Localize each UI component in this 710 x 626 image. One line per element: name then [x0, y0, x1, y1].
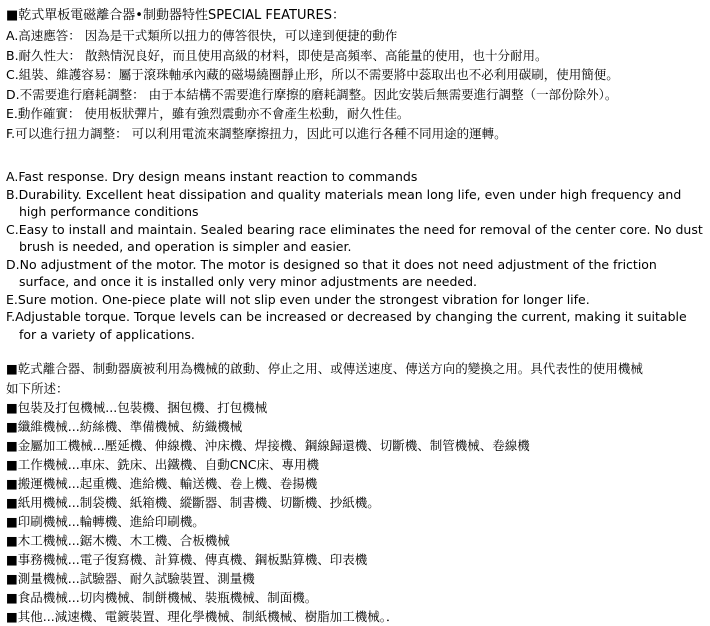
special-features-section	[6, 6, 704, 26]
application-item-packaging: ■包裝及打包機械...包裝機、捆包機、打包機械	[6, 400, 268, 415]
english-feature-c-label: C.	[6, 221, 19, 237]
application-item-conveying: ■搬運機械...起重機、進給機、輸送機、卷上機、卷揚機	[6, 476, 318, 491]
cjk-features-list	[6, 26, 704, 143]
application-item-machine-tools: ■工作機械...車床、銑床、出鐵機、自動CNC床、專用機	[6, 457, 320, 472]
english-features-list	[6, 168, 704, 343]
cjk-feature-e: E.動作確實： 使用板狀彈片，雖有強烈震動亦不會產生松動，耐久性佳。	[6, 106, 410, 121]
english-feature-e	[6, 291, 704, 309]
applications-intro-line-2: 如下所述：	[6, 380, 69, 396]
cjk-feature-a: A.高速應答： 因為是干式類所以扭力的傳答很快，可以達到便捷的動作	[6, 28, 398, 43]
english-feature-d	[6, 256, 704, 291]
application-item-woodworking: ■木工機械...鋸木機、木工機、合板機械	[6, 533, 230, 548]
application-item-food: ■食品機械...切肉機械、制餅機械、裝瓶機械、制面機。	[6, 590, 318, 605]
english-feature-a-label: A.	[6, 169, 19, 184]
spacer	[6, 343, 704, 359]
application-item-textile: ■纖維機械...紡絲機、準備機械、紡織機械	[6, 419, 243, 434]
cjk-feature-c: C.組裝、維護容易：屬于滾珠軸承內藏的磁場繞圈靜止形，所以不需要將中蕊取出也不必利用碳刷，使用簡便。	[6, 67, 619, 82]
english-feature-f-label: F.	[6, 309, 16, 324]
english-feature-f	[6, 308, 704, 343]
spacer	[6, 143, 704, 156]
application-item-metalworking: ■金屬加工機械...壓延機、伸線機、沖床機、焊接機、鋼線歸還機、切斷機、制管機械、卷線機	[6, 438, 530, 453]
cjk-feature-b: B.耐久性大： 散熱情況良好，而且使用高級的材料，即使是高頻率、高能量的使用，也十分耐用。	[6, 47, 548, 63]
english-feature-a-text: Fast response. Dry design means instant reaction to commands	[18, 169, 418, 184]
application-item-printing: ■印刷機械...輪轉機、進給印刷機。	[6, 514, 205, 529]
applications-intro	[6, 359, 704, 398]
application-item-office: ■事務機械...電子復寫機、計算機、傳真機、鋼板點算機、印表機	[6, 552, 368, 567]
application-item-others: ■其他...減速機、電鍍裝置、理化學機械、制紙機械、樹脂加工機械。．	[6, 609, 399, 624]
english-feature-c	[6, 221, 704, 256]
cjk-feature-d: D.不需要進行磨耗調整： 由于本結構不需要進行摩擦的磨耗調整。因此安裝后無需要進行調整（一部份除外）。	[6, 86, 618, 102]
applications-intro-line-1: ■乾式離合器、制動器廣被利用為機械的啟動、停止之用、或傳送速度、傳送方向的變換之用。具代表性的使用機械	[6, 361, 643, 376]
cjk-feature-f: F.可以進行扭力調整： 可以利用電流來調整摩擦扭力，因此可以進行各種不同用途的運轉。	[6, 125, 507, 141]
english-feature-b	[6, 186, 704, 221]
english-feature-e-text: Sure motion. One-piece plate will not slip even under the strongest vibration for longer life.	[17, 291, 590, 307]
special-features-heading: ■乾式單板電磁離合器•制動器特性SPECIAL FEATURES：	[6, 8, 345, 23]
english-feature-c-text: Easy to install and maintain. Sealed bearing race eliminates the need for removal of the center core. No dust brush is needed, and operation is simpler and easier.	[18, 221, 703, 254]
application-item-paper: ■紙用機械...制袋機、紙箱機、縱斷器、制書機、切斷機、抄紙機。	[6, 495, 380, 510]
english-feature-b-text: Durability. Excellent heat dissipation and quality materials mean long life, even under high frequency and high performance conditions	[18, 186, 682, 219]
english-feature-d-text: No adjustment of the motor. The motor is designed so that it does not need adjustment of the friction surface, and once it is installed only very minor adjustments are needed.	[19, 256, 657, 289]
english-feature-d-label: D.	[6, 256, 20, 272]
english-feature-a	[6, 168, 704, 186]
english-feature-e-label: E.	[6, 291, 18, 307]
application-item-measuring: ■測量機械...試驗器、耐久試驗裝置、測量機	[6, 571, 255, 586]
applications-list	[6, 398, 704, 626]
english-feature-b-label: B.	[6, 186, 19, 202]
english-feature-f-text: Adjustable torque. Torque levels can be increased or decreased by changing the current, making it suitable for a variety of applications.	[15, 309, 687, 342]
